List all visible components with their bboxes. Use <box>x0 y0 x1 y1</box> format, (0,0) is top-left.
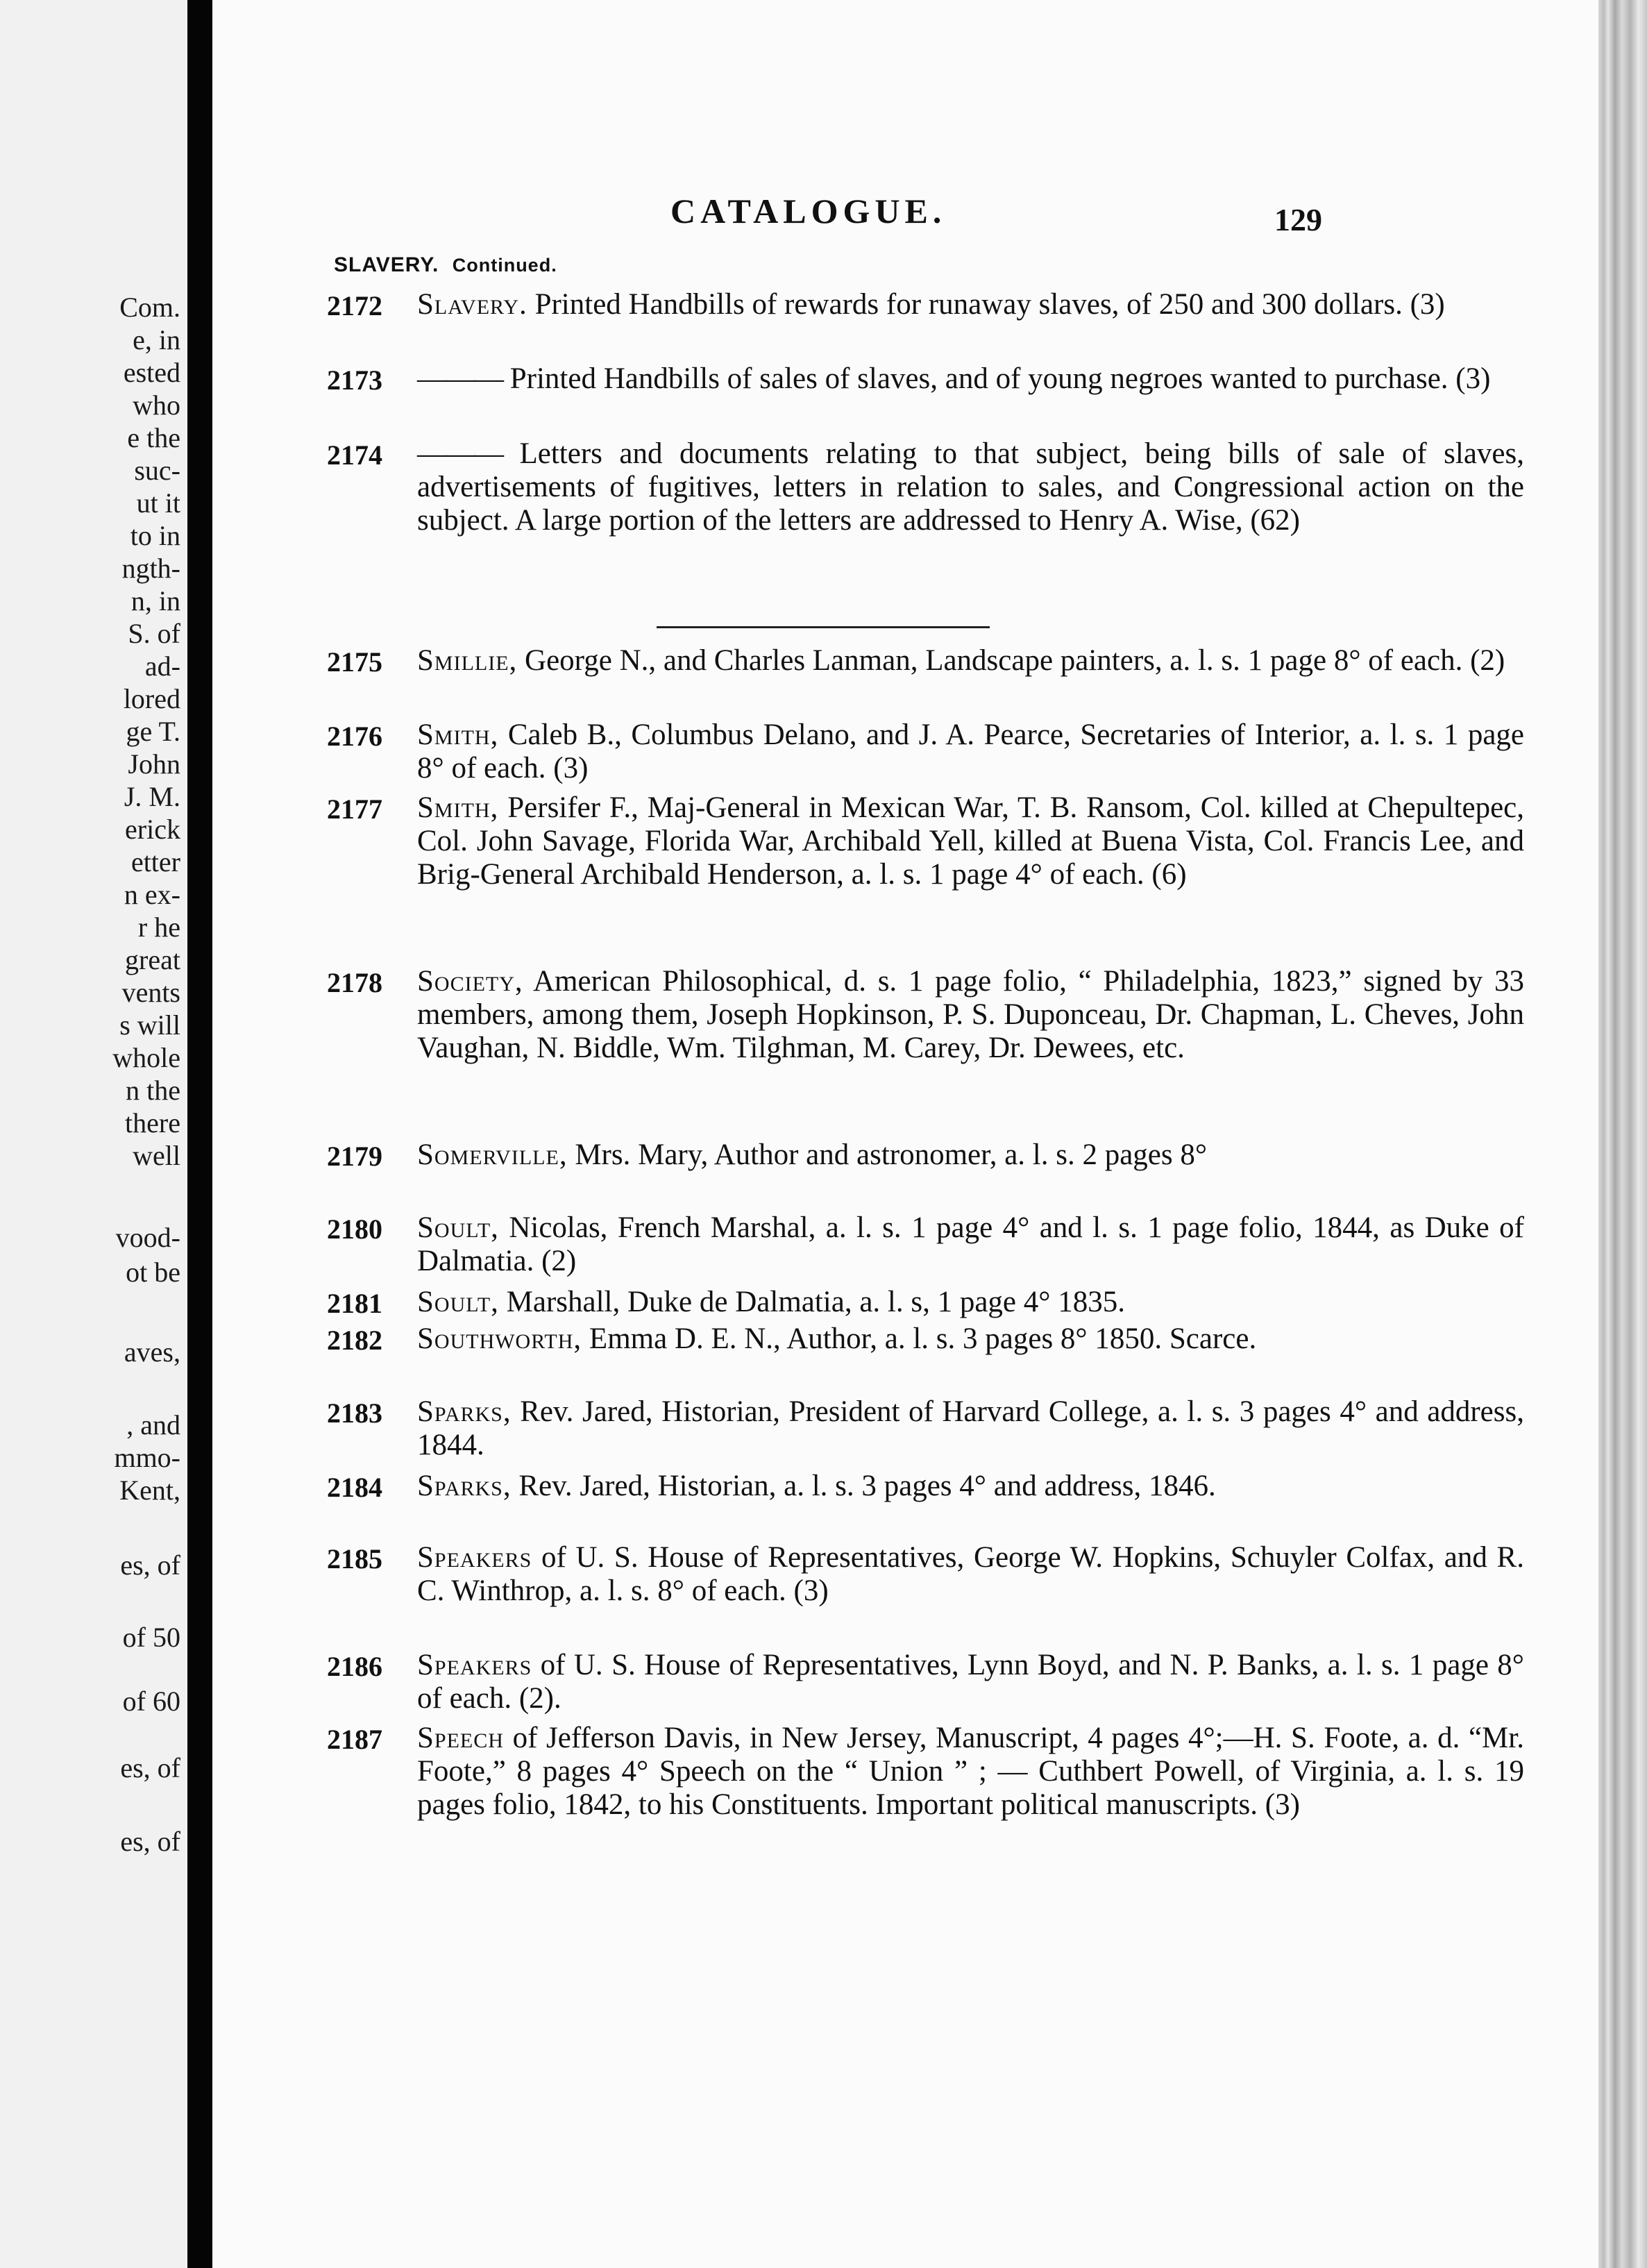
left-page-line: Kent, <box>119 1475 180 1506</box>
entry-description: Caleb B., Columbus Delano, and J. A. Pearce, Secretaries of Interior, a. l. s. 1 page 8° of each. (3) <box>417 719 1524 784</box>
entry-text <box>417 1211 1524 1278</box>
running-title: CATALOGUE. <box>670 192 947 230</box>
entry-number: 2184 <box>327 1472 382 1503</box>
entry-number: 2186 <box>327 1651 382 1682</box>
left-page-line: who <box>133 389 180 421</box>
entry-lead: ——— <box>417 362 502 395</box>
catalogue-entry <box>327 362 1524 396</box>
entry-lead: Smillie, <box>417 644 518 677</box>
entry-lead: Speakers <box>417 1541 532 1574</box>
entry-lead: Speakers <box>417 1649 532 1681</box>
entry-text <box>417 1322 1524 1356</box>
entry-number: 2179 <box>327 1141 382 1172</box>
left-page-line: , and <box>126 1409 180 1440</box>
entry-lead: Smith, <box>417 791 499 824</box>
entry-lead: Soult, <box>417 1211 499 1244</box>
entry-lead: Smith, <box>417 719 499 751</box>
entry-description: Printed Handbills of sales of slaves, and of young negroes wanted to purchase. (3) <box>502 362 1491 395</box>
catalogue-entry <box>327 1395 1524 1462</box>
left-page-line: to in <box>130 520 180 551</box>
left-page-line: n, in <box>130 585 180 616</box>
entry-lead: ——— <box>417 437 502 470</box>
entry-number: 2183 <box>327 1397 382 1429</box>
left-page-line: erick <box>125 814 180 845</box>
catalogue-entry <box>327 1470 1524 1503</box>
left-page-fragment <box>0 0 187 2268</box>
catalogue-entry <box>327 1211 1524 1278</box>
left-page-line: es, of <box>120 1826 180 1857</box>
entry-number: 2187 <box>327 1724 382 1755</box>
left-page-line: e, in <box>133 324 180 355</box>
entry-lead: Society, <box>417 965 523 998</box>
catalogue-entry <box>327 1286 1524 1319</box>
left-page-line: ested <box>123 357 180 388</box>
left-page-line: suc- <box>134 455 180 486</box>
left-page-line: of 50 <box>122 1622 180 1653</box>
left-page-line: ge T. <box>126 716 180 747</box>
entry-lead: Sparks, <box>417 1470 512 1502</box>
catalogue-entry <box>327 1139 1524 1172</box>
catalogue-entry <box>327 288 1524 321</box>
entry-text <box>417 362 1524 396</box>
entry-description: Marshall, Duke de Dalmatia, a. l. s, 1 page 4° 1835. <box>498 1286 1125 1318</box>
entry-number: 2172 <box>327 290 382 321</box>
left-page-line: lored <box>123 683 180 714</box>
entry-lead: Southworth, <box>417 1322 582 1355</box>
catalogue-entry <box>327 1322 1524 1356</box>
left-page-line: John <box>128 748 180 780</box>
left-page-line: vood- <box>115 1222 180 1253</box>
left-page-line: n the <box>126 1075 180 1106</box>
entry-number: 2177 <box>327 793 382 825</box>
entry-description: Letters and documents relating to that subject, being bills of sale of slaves, advertisements of fugitives, letters in relation to sales, and Congressional action on the subject. A large portion of the letters are addressed to Henry A. Wise, (62) <box>417 437 1524 537</box>
left-page-line: es, of <box>120 1752 180 1783</box>
entry-description: of U. S. House of Representatives, George W. Hopkins, Schuyler Colfax, and R. C. Winthrop, a. l. s. 8° of each. (3) <box>417 1541 1524 1607</box>
left-page-line: well <box>133 1140 180 1171</box>
entry-text <box>417 791 1524 891</box>
left-page-line: Com. <box>119 292 180 323</box>
section-heading-title: SLAVERY. <box>334 253 439 276</box>
catalogue-page <box>212 0 1598 2268</box>
entry-text <box>417 1139 1524 1172</box>
entry-lead: Sparks, <box>417 1395 512 1428</box>
left-page-line: of 60 <box>122 1686 180 1717</box>
entry-description: of Jefferson Davis, in New Jersey, Manuscript, 4 pages 4°;—H. S. Foote, a. d. “Mr. Foote,” 8 pages 4° Speech on the “ Union ” ; — Cuthbert Powell, of Virginia, a. l. s. 19 pages folio, 1842, to his Constituents. Important political manuscripts. (3) <box>417 1722 1524 1821</box>
entry-lead: Speech <box>417 1722 504 1754</box>
page-edge-stack <box>1598 0 1647 2268</box>
catalogue-entry <box>327 437 1524 537</box>
entry-description: American Philosophical, d. s. 1 page folio, “ Philadelphia, 1823,” signed by 33 members, among them, Joseph Hopkinson, P. S. Duponceau, Dr. Chapman, L. Cheves, John Vaughan, N. Biddle, Wm. Tilghman, M. Carey, Dr. Dewees, etc. <box>417 965 1524 1064</box>
entry-description: Rev. Jared, Historian, a. l. s. 3 pages 4° and address, 1846. <box>511 1470 1216 1502</box>
left-page-line: es, of <box>120 1549 180 1581</box>
entry-number: 2185 <box>327 1543 382 1574</box>
page-number: 129 <box>1274 202 1322 237</box>
entry-description: George N., and Charles Lanman, Landscape painters, a. l. s. 1 page 8° of each. (2) <box>517 644 1505 677</box>
entry-text <box>417 1470 1524 1503</box>
entry-text <box>417 1286 1524 1319</box>
entry-lead: Somerville, <box>417 1139 568 1171</box>
catalogue-entry <box>327 1649 1524 1715</box>
left-page-line: whole <box>112 1042 180 1073</box>
entry-text <box>417 644 1524 678</box>
catalogue-entry <box>327 644 1524 678</box>
left-page-line: ut it <box>136 487 180 519</box>
left-page-line: e the <box>127 422 180 453</box>
left-page-line: etter <box>130 846 180 877</box>
catalogue-entry <box>327 791 1524 891</box>
entry-number: 2175 <box>327 646 382 678</box>
left-page-line: there <box>125 1107 180 1139</box>
left-page-line: ad- <box>144 650 180 682</box>
left-page-line: r he <box>137 912 180 943</box>
entry-number: 2178 <box>327 967 382 998</box>
entry-description: Rev. Jared, Historian, President of Harvard College, a. l. s. 3 pages 4° and address, 1844. <box>417 1395 1524 1461</box>
catalogue-entry <box>327 719 1524 785</box>
left-page-line: mmo- <box>114 1442 180 1473</box>
entry-number: 2180 <box>327 1213 382 1245</box>
entry-description: Nicolas, French Marshal, a. l. s. 1 page 4° and l. s. 1 page folio, 1844, as Duke of Dalmatia. (2) <box>417 1211 1524 1277</box>
section-heading-continued: Continued. <box>452 255 557 276</box>
entry-description: Mrs. Mary, Author and astronomer, a. l. s. 2 pages 8° <box>567 1139 1208 1171</box>
left-page-line: ot be <box>126 1257 180 1288</box>
entry-number: 2174 <box>327 439 382 471</box>
entry-text <box>417 437 1524 537</box>
entry-text <box>417 1649 1524 1715</box>
entry-lead: Slavery. <box>417 288 527 321</box>
catalogue-entry <box>327 1541 1524 1608</box>
entry-text <box>417 965 1524 1065</box>
entry-description: Persifer F., Maj-General in Mexican War, T. B. Ransom, Col. killed at Chepultepec, Col. John Savage, Florida War, Archibald Yell, killed at Buena Vista, Col. Francis Lee, and Brig-General Archibald Henderson, a. l. s. 1 page 4° of each. (6) <box>417 791 1524 891</box>
left-page-line: vents <box>121 977 180 1008</box>
catalogue-entry <box>327 1722 1524 1822</box>
catalogue-entry <box>327 965 1524 1065</box>
entry-text <box>417 1395 1524 1462</box>
entry-number: 2181 <box>327 1288 382 1319</box>
left-page-line: S. of <box>128 618 180 649</box>
entry-description: Printed Handbills of rewards for runaway slaves, of 250 and 300 dollars. (3) <box>527 288 1445 321</box>
left-page-line: J. M. <box>124 781 180 812</box>
left-page-line: n ex- <box>124 879 180 910</box>
book-gutter <box>187 0 212 2268</box>
entry-lead: Soult, <box>417 1286 499 1318</box>
left-page-line: s will <box>119 1009 180 1041</box>
entry-number: 2173 <box>327 364 382 396</box>
entry-text <box>417 1541 1524 1608</box>
entry-text <box>417 1722 1524 1822</box>
left-page-line: aves, <box>124 1336 180 1368</box>
catalogue-entries <box>212 0 1600 2268</box>
left-page-line: great <box>125 944 180 975</box>
entry-number: 2182 <box>327 1325 382 1356</box>
entry-text <box>417 288 1524 321</box>
entry-number: 2176 <box>327 721 382 752</box>
entry-description: of U. S. House of Representatives, Lynn Boyd, and N. P. Banks, a. l. s. 1 page 8° of each. (2). <box>417 1649 1524 1715</box>
entry-description: Emma D. E. N., Author, a. l. s. 3 pages 8° 1850. Scarce. <box>582 1322 1257 1355</box>
left-page-line: ngth- <box>121 553 180 584</box>
section-rule <box>657 626 990 628</box>
entry-text <box>417 719 1524 785</box>
